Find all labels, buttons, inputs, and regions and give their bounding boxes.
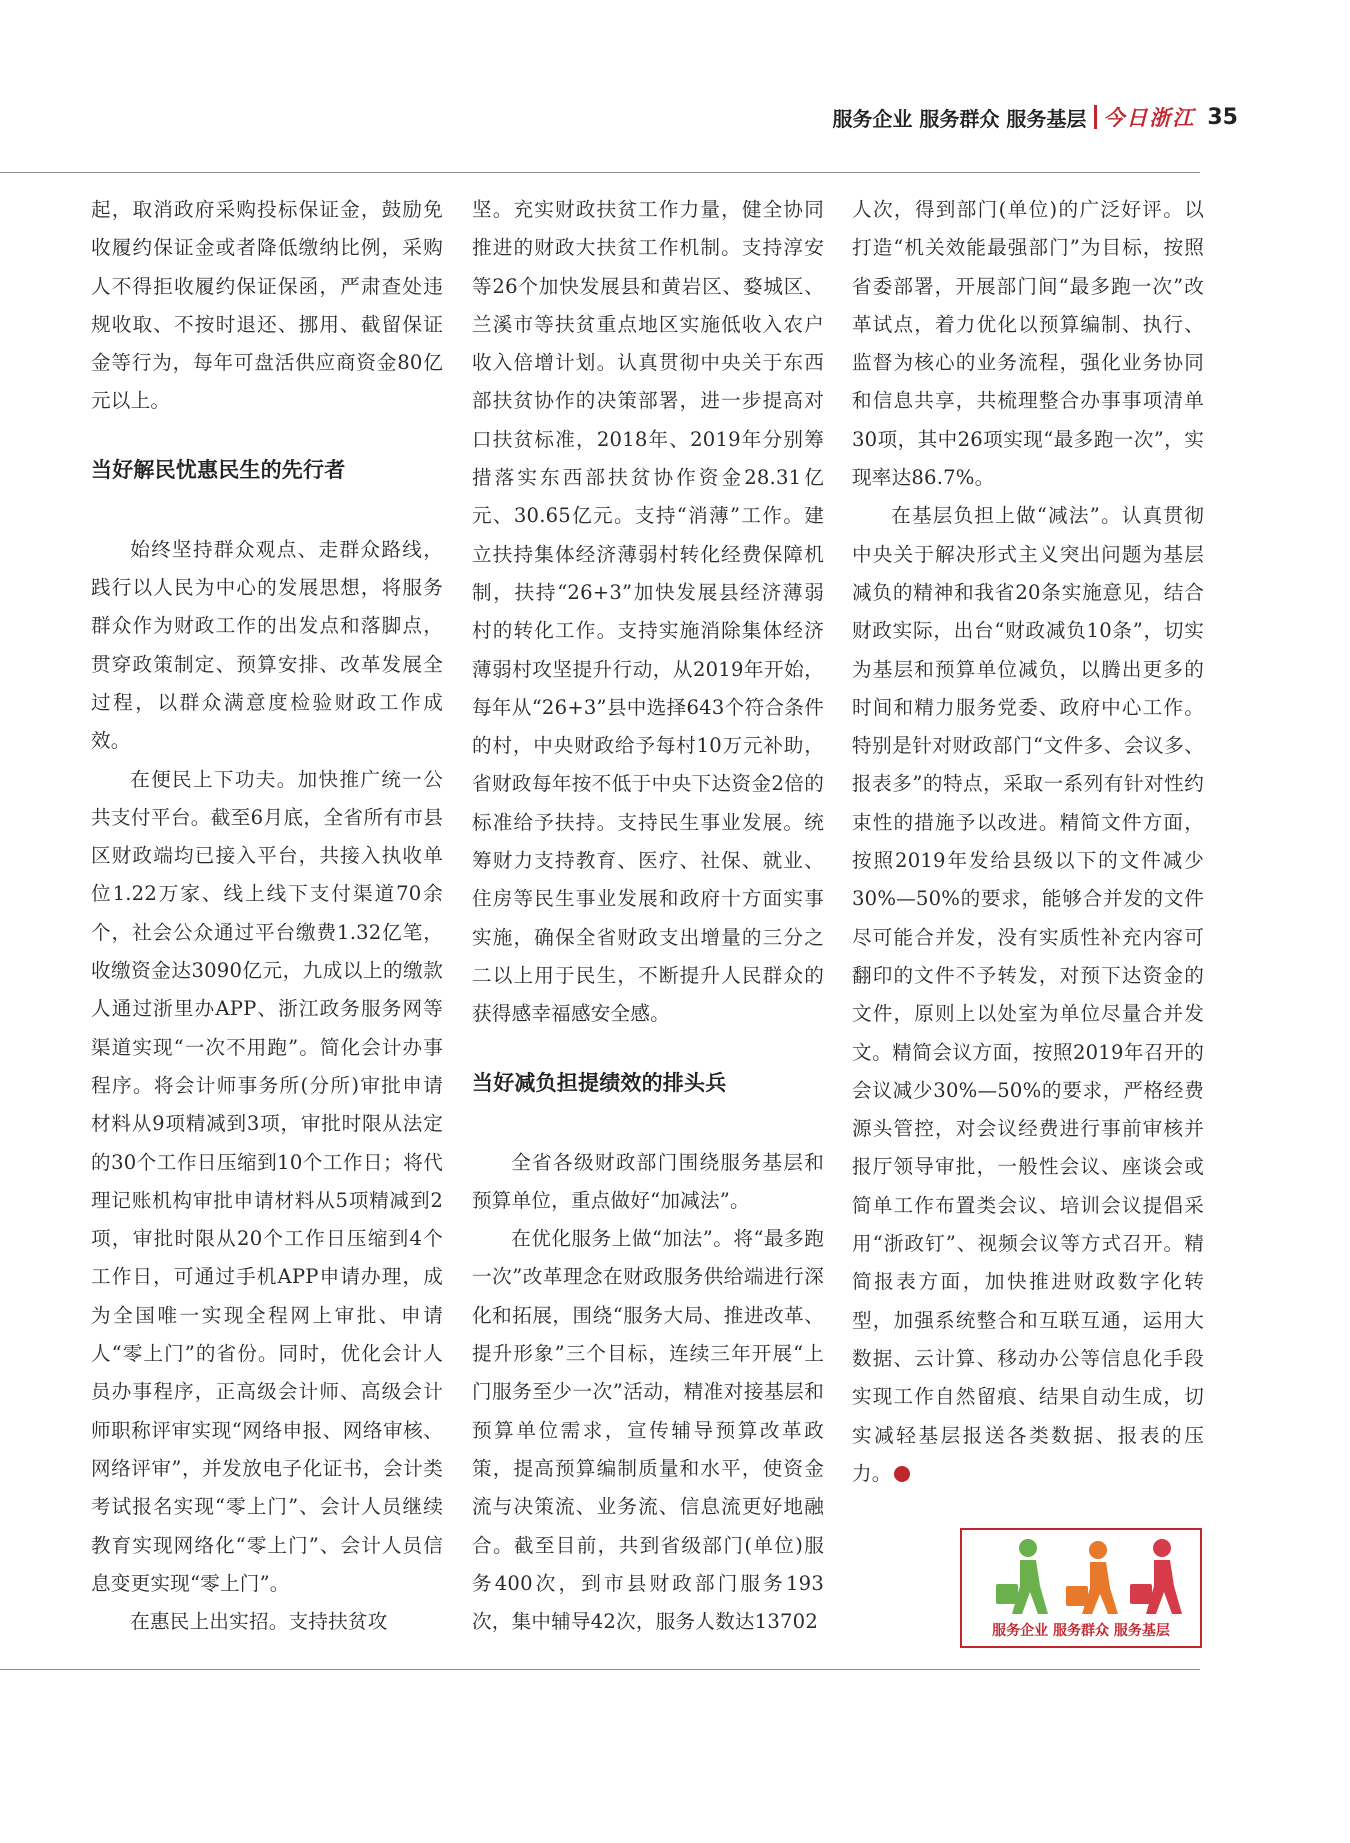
header-divider bbox=[1094, 105, 1097, 129]
section-heading: 当好解民忧惠民生的先行者 bbox=[91, 457, 346, 482]
service-badge bbox=[960, 1528, 1202, 1648]
section-heading: 当好减负担提绩效的排头兵 bbox=[472, 1070, 727, 1095]
top-rule bbox=[0, 172, 1200, 173]
column-1 bbox=[91, 191, 443, 1641]
paragraph: 起，取消政府采购投标保证金，鼓励免收履约保证金或者降低缴纳比例，采购人不得拒收履约保证保函，严肃查处违规收取、不按时退还、挪用、截留保证金等行为，每年可盘活供应商资金80亿元以上。 bbox=[91, 198, 443, 413]
column-3 bbox=[852, 191, 1204, 1493]
paragraph-text: 在基层负担上做“减法”。认真贯彻中央关于解决形式主义突出问题为基层减负的精神和我省20条实施意见，结合财政实际，出台“财政减负10条”，切实为基层和预算单位减负，以腾出更多的时间和精力服务党委、政府中心工作。特别是针对财政部门“文件多、会议多、报表多”的特点，采取一系列有针对性约束性的措施予以改进。精简文件方面，按照2019年发给县级以下的文件减少30%—50%的要求，能够合并发的文件尽可能合并发，没有实质性补充内容可翻印的文件不予转发，对预下达资金的文件，原则上以处室为单位尽量合并发文。精简会议方面，按照2019年召开的会议减少30%—50%的要求，严格经费源头管控，对会议经费进行事前审核并报厅领导审批，一般性会议、座谈会或简单工作布置类会议、培训会议提倡采用“浙政钉”、视频会议等方式召开。精简报表方面，加快推进财政数字化转型，加强系统整合和互联互通，运用大数据、云计算、移动办公等信息化手段实现工作自然留痕、结果自动生成，切实减轻基层报送各类数据、报表的压力。 bbox=[852, 504, 1204, 1485]
paragraph bbox=[852, 497, 1204, 1493]
paragraph: 坚。充实财政扶贫工作力量，健全协同推进的财政大扶贫工作机制。支持淳安等26个加快发展县和黄岩区、婺城区、兰溪市等扶贫重点地区实施低收入农户收入倍增计划。认真贯彻中央关于东西部扶贫协作的决策部署，进一步提高对口扶贫标准，2018年、2019年分别筹措落实东西部扶贫协作资金28.31亿元、30.65亿元。支持“消薄”工作。建立扶持集体经济薄弱村转化经费保障机制，扶持“26+3”加快发展县经济薄弱村的转化工作。支持实施消除集体经济薄弱村攻坚提升行动，从2019年开始，每年从“26+3”县中选择643个符合条件的村，中央财政给予每村10万元补助，省财政每年按不低于中央下达资金2倍的标准给予扶持。支持民生事业发展。统筹财力支持教育、医疗、社保、就业、住房等民生事业发展和政府十方面实事实施，确保全省财政支出增量的三分之二以上用于民生，不断提升人民群众的获得感幸福感安全感。 bbox=[472, 198, 824, 1026]
paragraph: 始终坚持群众观点、走群众路线，践行以人民为中心的发展思想，将服务群众作为财政工作的出发点和落脚点，贯穿政策制定、预算安排、改革发展全过程，以群众满意度检验财政工作成效。 bbox=[91, 537, 443, 753]
walking-people-icon bbox=[976, 1536, 1190, 1618]
paragraph: 人次，得到部门(单位)的广泛好评。以打造“机关效能最强部门”为目标，按照省委部署，开展部门间“最多跑一次”改革试点，着力优化以预算编制、执行、监督为核心的业务流程，强化业务协同和信息共享，共梳理整合办事事项清单30项，其中26项实现“最多跑一次”，实现率达86.7%。 bbox=[852, 198, 1204, 490]
column-2 bbox=[472, 191, 824, 1641]
page-number: 35 bbox=[1207, 104, 1238, 130]
paragraph: 在惠民上出实招。支持扶贫攻 bbox=[130, 1610, 388, 1634]
magazine-logo: 今日浙江 bbox=[1103, 106, 1196, 130]
header-slogan: 服务企业 服务群众 服务基层 bbox=[832, 106, 1087, 131]
paragraph: 全省各级财政部门围绕服务基层和预算单位，重点做好“加减法”。 bbox=[472, 1150, 824, 1212]
paragraph: 在优化服务上做“加法”。将“最多跑一次”改革理念在财政服务供给端进行深化和拓展，围绕“服务大局、推进改革、提升形象”三个目标，连续三年开展“上门服务至少一次”活动，精准对接基层和预算单位需求，宣传辅导预算改革政策，提高预算编制质量和水平，使资金流与决策流、业务流、信息流更好地融合。截至目前，共到省级部门(单位)服务400次，到市县财政部门服务193次，集中辅导42次，服务人数达13702 bbox=[472, 1227, 824, 1634]
paragraph: 在便民上下功夫。加快推广统一公共支付平台。截至6月底，全省所有市县区财政端均已接入平台，共接入执收单位1.22万家、线上线下支付渠道70余个，社会公众通过平台缴费1.32亿笔，收缴资金达3090亿元，九成以上的缴款人通过浙里办APP、浙江政务服务网等渠道实现“一次不用跑”。简化会计办事程序。将会计师事务所(分所)审批申请材料从9项精减到3项，审批时限从法定的30个工作日压缩到10个工作日；将代理记账机构审批申请材料从5项精减到2项，审批时限从20个工作日压缩到4个工作日，可通过手机APP申请办理，成为全国唯一实现全程网上审批、申请人“零上门”的省份。同时，优化会计人员办事程序，正高级会计师、高级会计师职称评审实现“网络申报、网络审核、网络评审”，并发放电子化证书，会计类考试报名实现“零上门”、会计人员继续教育实现网络化“零上门”、会计人员信息变更实现“零上门”。 bbox=[91, 767, 443, 1595]
end-mark-icon bbox=[894, 1466, 910, 1482]
badge-label: 服务企业 服务群众 服务基层 bbox=[992, 1623, 1170, 1639]
bottom-rule bbox=[0, 1669, 1200, 1670]
page-header bbox=[832, 102, 1238, 132]
